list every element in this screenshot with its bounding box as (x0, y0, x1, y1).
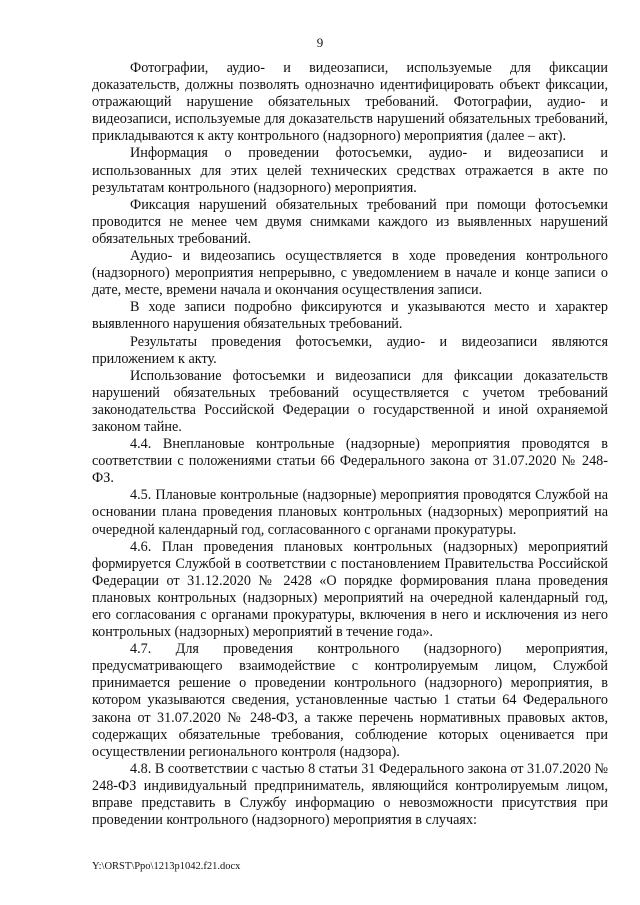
paragraph: Результаты проведения фотосъемки, аудио- и видеозаписи являются приложением к акту. (92, 333, 608, 367)
paragraph: Использование фотосъемки и видеозаписи для фиксации доказательств нарушений обязательных требований осуществляется с учетом требований законодательства Российской Федерации о государственной и иной охраняемой законом тайне. (92, 367, 608, 435)
page-number: 9 (316, 35, 324, 50)
paragraph-4-8: 4.8. В соответствии с частью 8 статьи 31 Федерального закона от 31.07.2020 № 248-ФЗ индивидуальный предприниматель, являющийся контролируемым лицом, вправе представить в Службу информацию о невозможности присутствия при проведении контрольного (надзорного) мероприятия в случаях: (92, 760, 608, 829)
paragraph: В ходе записи подробно фиксируются и указываются место и характер выявленного нарушения обязательных требований. (92, 299, 608, 333)
paragraph-4-4: 4.4. Внеплановые контрольные (надзорные) мероприятия проводятся в соответствии с положениями статьи 66 Федерального закона от 31.07.2020 № 248-ФЗ. (92, 436, 608, 487)
paragraph: Фиксация нарушений обязательных требований при помощи фотосъемки проводится не менее чем двумя снимками каждого из выявленных нарушений обязательных требований. (92, 196, 608, 247)
footer-file-path: Y:\ORST\Ppo\1213p1042.f21.docx (92, 861, 241, 872)
paragraph-4-6: 4.6. План проведения плановых контрольных (надзорных) мероприятий формируется Службой в соответствии с постановлением Правительства Российской Федерации от 31.12.2020 № 2428 «О порядке формирования плана проведения плановых контрольных (надзорных) мероприятий на очередной календарный год, его согласования с органами прокуратуры, включения в него и исключения из него контрольных (надзорных) мероприятий в течение года». (92, 538, 608, 641)
paragraph-4-5: 4.5. Плановые контрольные (надзорные) мероприятия проводятся Службой на основании плана проведения плановых контрольных (надзорных) мероприятий на очередной календарный год, согласованного с органами прокуратуры. (92, 487, 608, 538)
paragraph-4-7: 4.7. Для проведения контрольного (надзорного) мероприятия, предусматривающего взаимодействие с контролируемым лицом, Службой принимается решение о проведении контрольного (надзорного) мероприятия, в котором указываются сведения, установленные частью 1 статьи 64 Федерального закона от 31.07.2020 № 248-ФЗ, а также перечень нормативных правовых актов, содержащих обязательные требования, соблюдение которых оценивается при осуществлении регионального контроля (надзора). (92, 641, 608, 760)
paragraph: Фотографии, аудио- и видеозаписи, используемые для фиксации доказательств, должны позволять однозначно идентифицировать объект фиксации, отражающий нарушение обязательных требований. Фотографии, аудио- и видеозаписи, используемые для доказательств нарушений обязательных требований, прикладываются к акту контрольного (надзорного) мероприятия (далее – акт). (92, 60, 608, 145)
paragraph: Аудио- и видеозапись осуществляется в ходе проведения контрольного (надзорного) мероприятия непрерывно, с уведомлением в начале и конце записи о дате, месте, времени начала и окончания осуществления записи. (92, 248, 608, 299)
document-body (92, 60, 608, 829)
paragraph: Информация о проведении фотосъемки, аудио- и видеозаписи и использованных для этих целей технических средствах отражается в акте по результатам контрольного (надзорного) мероприятия. (92, 145, 608, 196)
